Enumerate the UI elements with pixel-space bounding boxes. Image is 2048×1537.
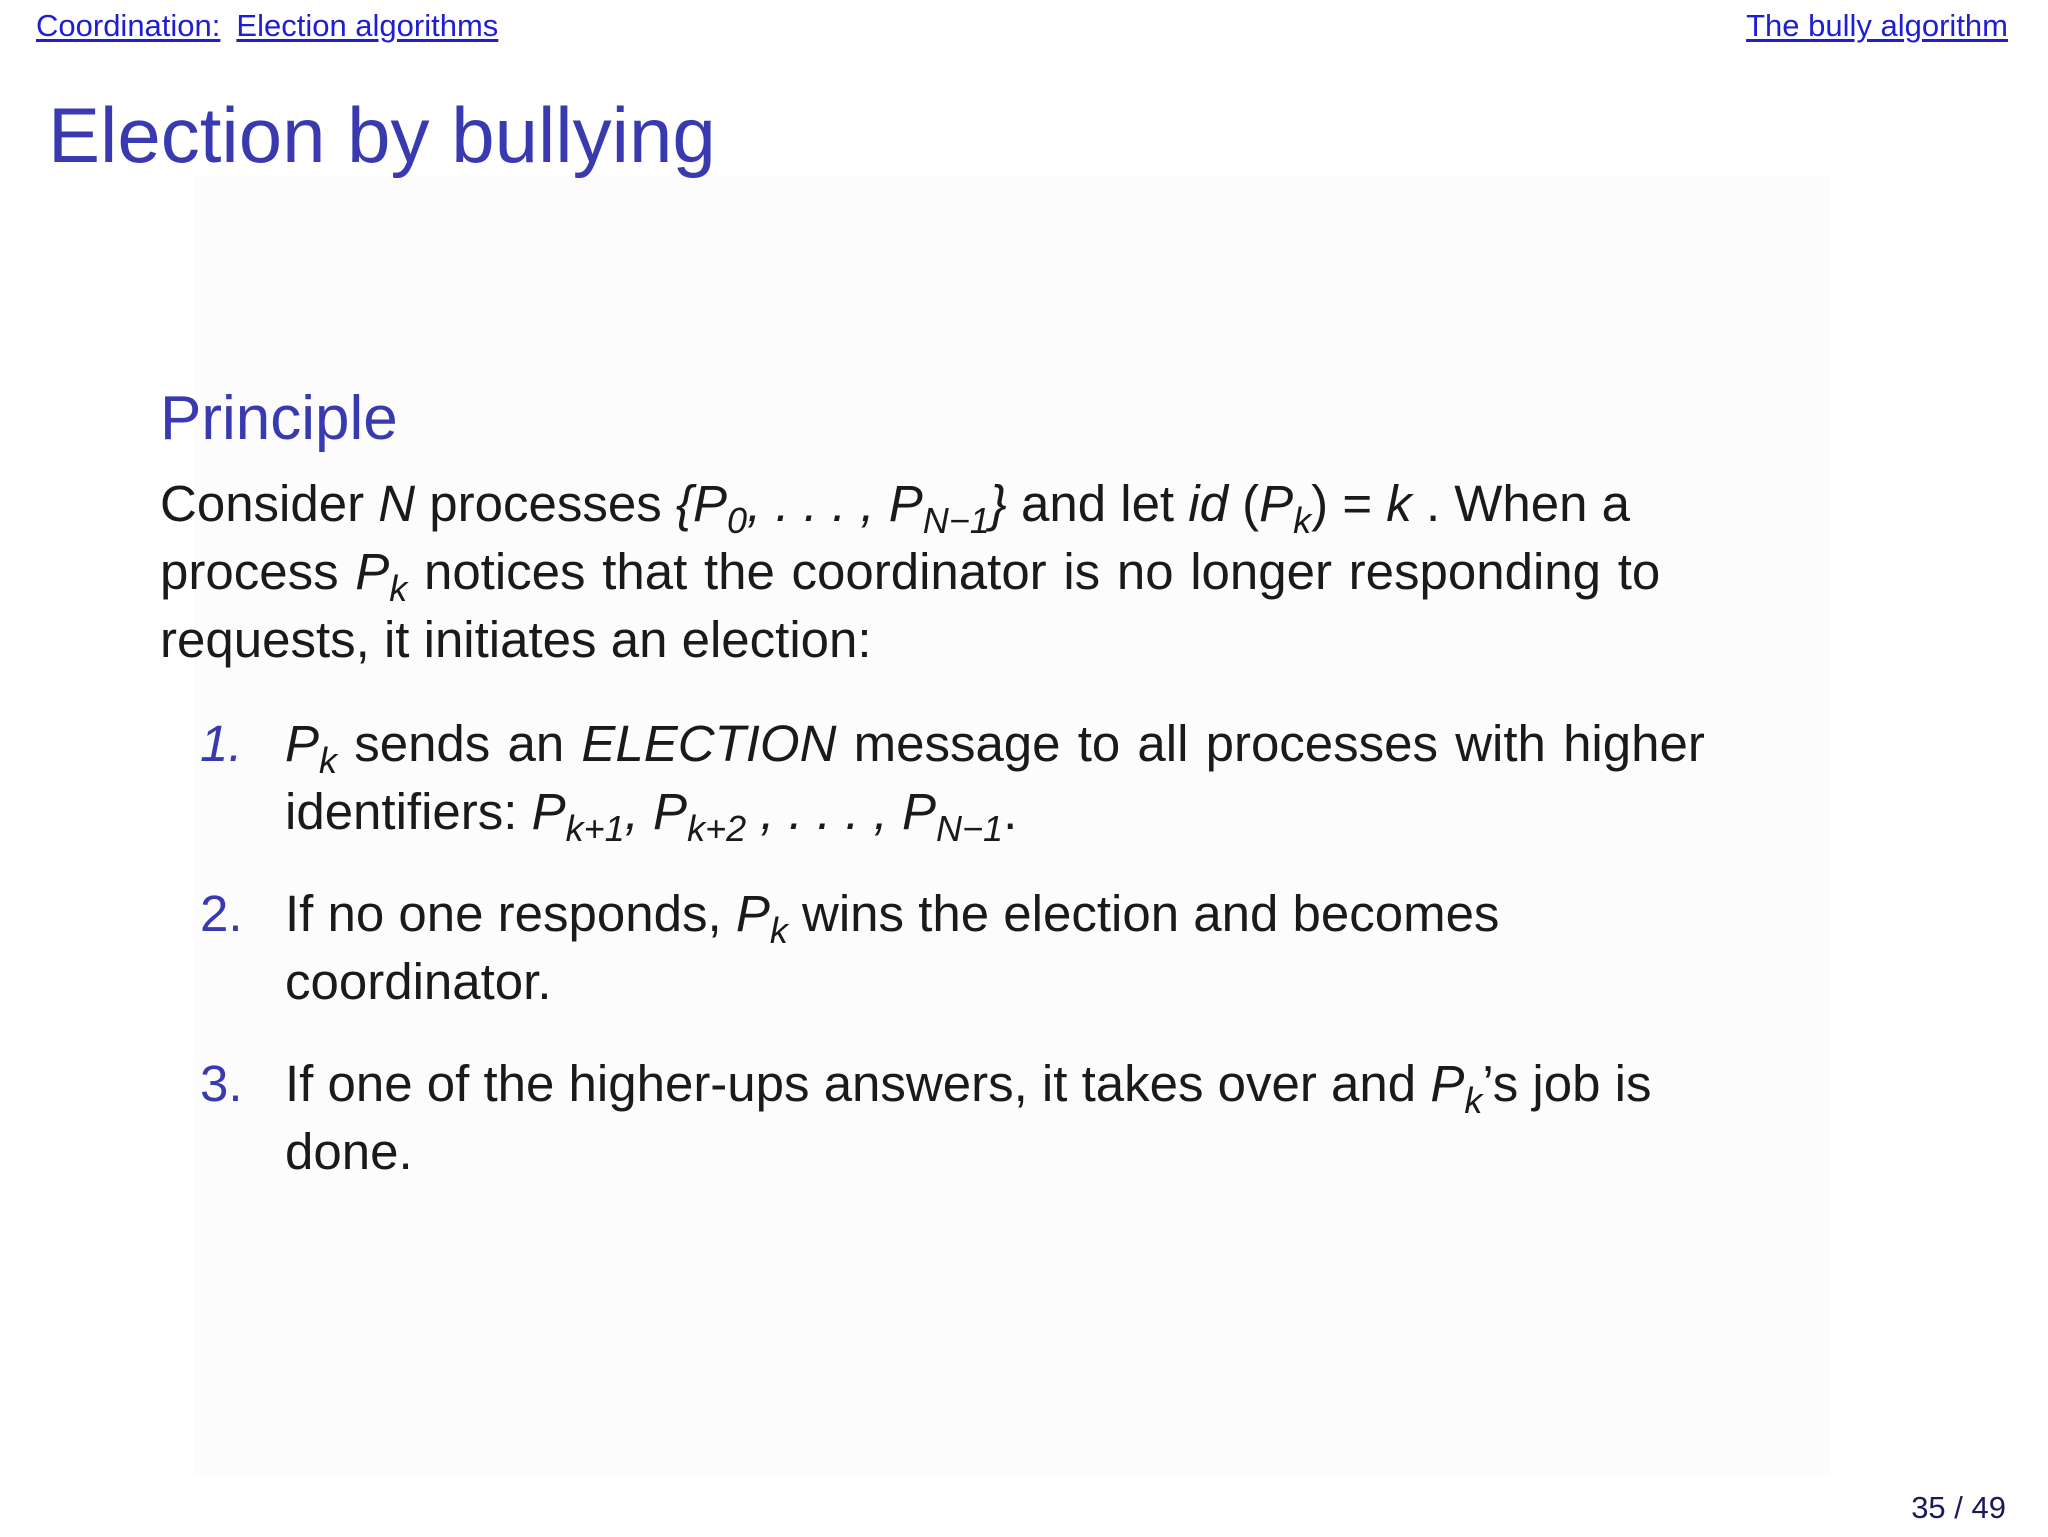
list-item-number: 3.: [200, 1055, 243, 1112]
intro-paragraph: [160, 470, 1805, 674]
topic-header: [1746, 8, 2008, 44]
breadcrumb-section-link[interactable]: Coordination:: [36, 8, 221, 43]
slide-title: Election by bullying: [48, 91, 716, 179]
list-item-text: If no one responds, $P_k$ wins the election and becomes coordinator.: [285, 885, 1500, 1010]
list-item-number: 1.: [200, 715, 243, 772]
list-item-text: $P_k$ sends an ELECTION message to all processes with higher identifiers: $P_{k+1}$, $P_{k+2}$ , . . . , $P_{N-1}$.: [285, 715, 1705, 849]
breadcrumb: [36, 8, 498, 44]
intro-line-3: requests, it initiates an election:: [160, 611, 872, 668]
page-number: 35 / 49: [1911, 1490, 2006, 1525]
list-item-text: If one of the higher-ups answers, it takes over and $P_k’s$ job is done.: [285, 1055, 1652, 1180]
topic-link[interactable]: The bully algorithm: [1746, 8, 2008, 43]
breadcrumb-subsection-link[interactable]: Election algorithms: [236, 8, 499, 43]
intro-line-1: Consider N processes {$P_0$, . . . , $P_{N-1}$} and let id $(P_k) = k$ . When a: [160, 475, 1631, 541]
intro-line-2: process $P_k$ notices that the coordinator is no longer responding to: [160, 543, 1661, 609]
block-title: Principle: [160, 384, 398, 453]
list-item-number: 2.: [200, 885, 243, 942]
